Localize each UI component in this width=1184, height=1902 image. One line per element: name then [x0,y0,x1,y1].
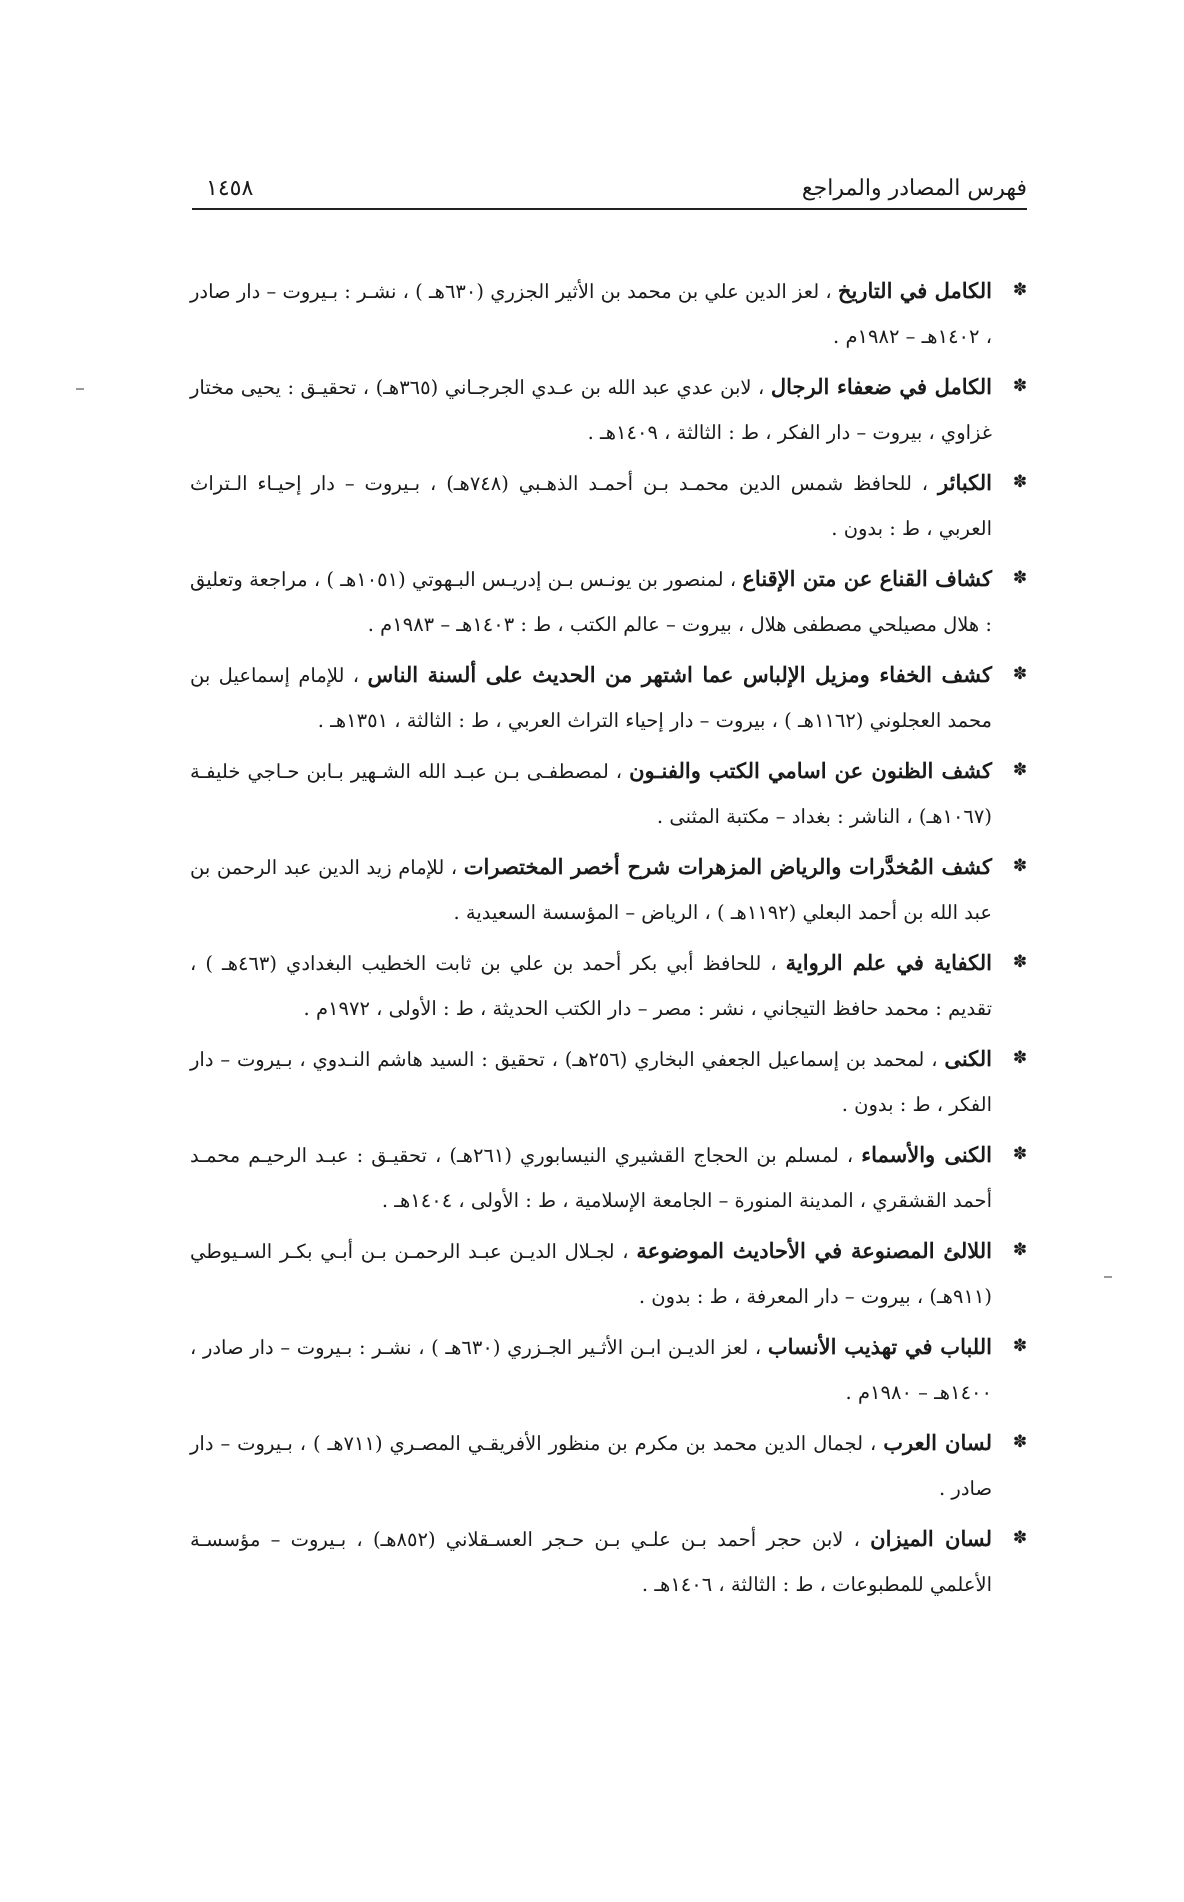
entry-text: ، لمحمد بن إسماعيل الجعفي البخاري (٢٥٦هـ) ، تحقيق : السيد هاشم النـدوي ، بـيروت – دار الفكر ، ط : بدون . [190,1048,992,1116]
flower-bullet-icon: ✽ [1012,1336,1028,1356]
running-title: فهرس المصادر والمراجع [801,176,1027,201]
entry-title: الكامل في التاريخ [837,278,993,303]
bibliography-entry [190,652,1042,743]
bibliography-entry [190,844,1042,935]
flower-bullet-icon: ✽ [1012,1144,1028,1164]
entry-text: ، لمسلم بن الحجاج القشيري النيسابوري (٢٦١هـ) ، تحقيـق : عبـد الرحيـم محمـد أحمد القشقري ، المدينة المنورة – الجامعة الإسلامية ، ط : الأولى ، ١٤٠٤هـ . [190,1144,992,1212]
entry-text: ، للحافظ أبي بكر أحمد بن علي بن ثابت الخطيب البغدادي (٤٦٣هـ ) ، تقديم : محمد حافظ التيجاني ، نشر : مصر – دار الكتب الحديثة ، ط : الأولى ، ١٩٧٢م . [190,952,992,1020]
entry-title: لسان الميزان [870,1526,992,1551]
entry-text: ، لابن عدي عبد الله بن عـدي الجرجـاني (٣٦٥هـ) ، تحقيـق : يحيى مختار غزاوي ، بيروت – دار الفكر ، ط : الثالثة ، ١٤٠٩هـ . [190,376,992,444]
flower-bullet-icon: ✽ [1012,1432,1028,1452]
bibliography-entry [190,940,1042,1031]
flower-bullet-icon: ✽ [1012,280,1028,300]
entry-title: كشف الخفاء ومزيل الإلباس عما اشتهر من الحديث على ألسنة الناس [367,662,992,687]
bibliography-entry [190,1228,1042,1319]
entry-title: الكنى [944,1046,993,1071]
entry-title: كشف المُخدَّرات والرياض المزهرات شرح أخصر المختصرات [463,854,992,879]
entry-title: الكفاية في علم الرواية [785,950,992,975]
entry-text: ، لجـلال الديـن عبـد الرحمـن بـن أبـي بكـر السـيوطي (٩١١هـ) ، بيروت – دار المعرفة ، ط : بدون . [190,1240,992,1308]
entry-text: ، لمنصور بن يونـس بـن إدريـس البـهوتي (١٠٥١هـ ) ، مراجعة وتعليق : هلال مصيلحي مصطفى هلال ، بيروت – عالم الكتب ، ط : ١٤٠٣هـ – ١٩٨٣م . [190,568,992,636]
entry-title: الكبائر [938,470,993,495]
flower-bullet-icon: ✽ [1012,760,1028,780]
entry-title: كشف الظنون عن اسامي الكتب والفنـون [629,758,993,783]
bibliography-list [190,268,1042,1612]
flower-bullet-icon: ✽ [1012,376,1028,396]
entry-title: اللالئ المصنوعة في الأحاديث الموضوعة [636,1238,993,1263]
scan-margin-mark [1104,1276,1112,1278]
entry-text: ، للإمام زيد الدين عبد الرحمن بن عبد الله بن أحمد البعلي (١١٩٢هـ ) ، الرياض – المؤسسة السعيدية . [190,856,992,924]
bibliography-entry [190,556,1042,647]
page-header [192,170,1027,210]
entry-title: الكامل في ضعفاء الرجال [770,374,992,399]
bibliography-entry [190,364,1042,455]
bibliography-entry [190,748,1042,839]
bibliography-entry [190,1324,1042,1415]
bibliography-entry [190,1516,1042,1607]
bibliography-entry [190,1420,1042,1511]
bibliography-entry [190,460,1042,551]
entry-title: اللباب في تهذيب الأنساب [767,1334,992,1359]
flower-bullet-icon: ✽ [1012,952,1028,972]
flower-bullet-icon: ✽ [1012,568,1028,588]
entry-text: ، لابن حجر أحمد بـن علـي بـن حـجر العسـقلاني (٨٥٢هـ) ، بـيروت – مؤسسـة الأعلمي للمطبوعات ، ط : الثالثة ، ١٤٠٦هـ . [190,1528,992,1596]
flower-bullet-icon: ✽ [1012,1528,1028,1548]
entry-text: ، للإمام إسماعيل بن محمد العجلوني (١١٦٢هـ ) ، بيروت – دار إحياء التراث العربي ، ط : الثالثة ، ١٣٥١هـ . [190,664,992,732]
entry-text: ، لعز الدين علي بن محمد بن الأثير الجزري (٦٣٠هـ ) ، نشـر : بـيروت – دار صادر ، ١٤٠٢هـ – ١٩٨٢م . [190,280,992,348]
flower-bullet-icon: ✽ [1012,472,1028,492]
entry-title: لسان العرب [883,1430,993,1455]
bibliography-entry [190,1132,1042,1223]
flower-bullet-icon: ✽ [1012,664,1028,684]
entry-text: ، لمصطفـى بـن عبـد الله الشـهير بـابن حـاجي خليفـة (١٠٦٧هـ) ، الناشر : بغداد – مكتبة المثنى . [190,760,992,828]
bibliography-entry [190,1036,1042,1127]
flower-bullet-icon: ✽ [1012,1048,1028,1068]
entry-text: ، لجمال الدين محمد بن مكرم بن منظور الأفريقـي المصـري (٧١١هـ ) ، بـيروت – دار صادر . [190,1432,992,1500]
entry-title: الكنى والأسماء [861,1142,992,1167]
entry-text: ، للحافظ شمس الدين محمـد بـن أحمـد الذهـبي (٧٤٨هـ) ، بـيروت – دار إحيـاء الـتراث العربي ، ط : بدون . [190,472,992,540]
entry-title: كشاف القناع عن متن الإقناع [742,566,992,591]
header-rule [192,208,1027,210]
scan-margin-mark [76,388,84,390]
entry-text: ، لعز الديـن ابـن الأثـير الجـزري (٦٣٠هـ ) ، نشـر : بـيروت – دار صادر ، ١٤٠٠هـ – ١٩٨٠م . [190,1336,992,1404]
bibliography-entry [190,268,1042,359]
page-number: ١٤٥٨ [206,176,254,201]
flower-bullet-icon: ✽ [1012,1240,1028,1260]
flower-bullet-icon: ✽ [1012,856,1028,876]
